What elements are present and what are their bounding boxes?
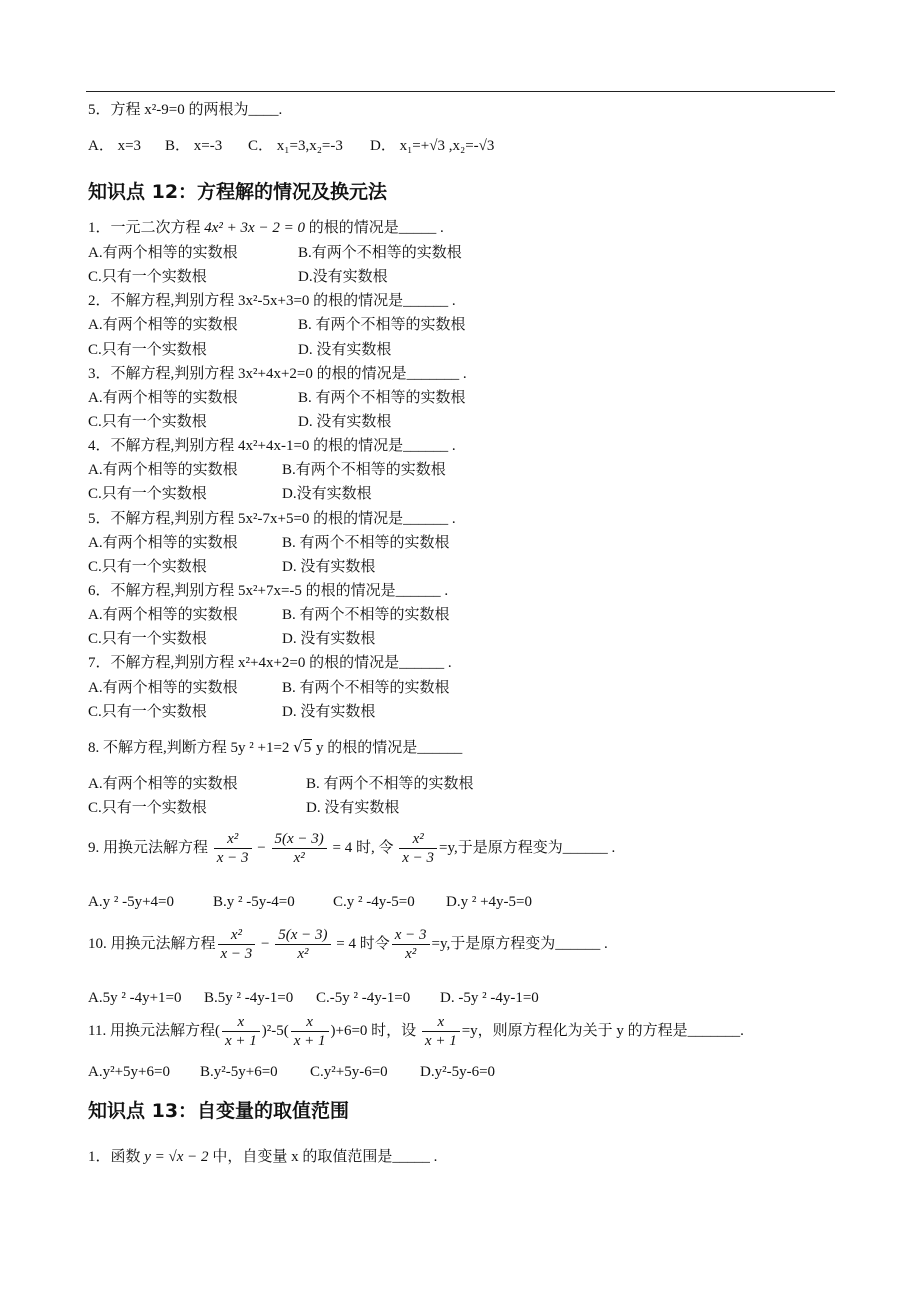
s12-q4-option-d: D.没有实数根 [282,486,372,502]
s12-q2-option-b: B. 有两个不相等的实数根 [298,317,466,333]
s12-q10-option-c: C.-5y ² -4y-1=0 [316,990,411,1006]
s12-q9-eq: = 4 时, 令 [332,839,394,856]
s12-q9-f1-num: x² [214,830,252,849]
s12-q6-option-d: D. 没有实数根 [282,631,376,647]
s12-q10-post: =y,于是原方程变为______ . [431,935,608,952]
s12-q10-pre: 10. 用换元法解方程 [88,935,216,952]
s12-q10-stem [88,926,608,963]
s12-q7-option-c: C.只有一个实数根 [88,704,207,720]
s12-q11-post: =y，则原方程化为关于 y 的方程是_______. [461,1022,744,1039]
s12-q10-fraction-2 [275,926,330,963]
header-rule [86,91,835,92]
s12-q1-stem-pre: 1．一元二次方程 [88,220,201,236]
s12-q3-option-a: A.有两个相等的实数根 [88,390,238,406]
s12-q1-option-c: C.只有一个实数根 [88,269,207,285]
s13-q1-formula: y = √x − 2 [144,1149,209,1165]
s12-q9-f1-den: x − 3 [216,850,249,866]
s12-q8-option-a: A.有两个相等的实数根 [88,776,238,792]
s12-q10-f1-num: x² [218,926,256,945]
s12-q7-option-b: B. 有两个不相等的实数根 [282,680,450,696]
s12-q9-minus: − [257,839,266,856]
sqrt-symbol-icon: √ [293,738,303,756]
section-12-title: 知识点 12：方程解的情况及换元法 [88,181,388,203]
s12-q10-minus: − [261,935,270,952]
s12-q4-option-c: C.只有一个实数根 [88,486,207,502]
s12-q8-stem [88,736,462,757]
s12-q3-option-b: B. 有两个不相等的实数根 [298,390,466,406]
q5-top-option-b: B． x=-3 [165,138,223,154]
q5-top-stem: 5．方程 x²-9=0 的两根为____. [88,102,283,118]
s12-q10-option-b: B.5y ² -4y-1=0 [204,990,294,1006]
s12-q6-stem: 6．不解方程,判别方程 5x²+7x=-5 的根的情况是______ . [88,583,449,599]
s12-q11-fraction-2 [291,1013,329,1050]
s12-q10-f3-num: x − 3 [392,926,430,945]
q5-top-option-c: C． x₁=3,x₂=-3 [248,138,343,154]
s12-q10-f2-num: 5(x − 3) [275,926,330,945]
s12-q10-fraction-1 [218,926,256,963]
s12-q8-sqrt-radicand: 5 [303,740,312,756]
s12-q4-stem: 4．不解方程,判别方程 4x²+4x-1=0 的根的情况是______ . [88,438,456,454]
s12-q5-option-d: D. 没有实数根 [282,559,376,575]
q5-top-option-d: D． x₁=+√3 ,x₂=-√3 [370,138,495,154]
s12-q9-pre: 9. 用换元法解方程 [88,839,209,856]
s12-q5-option-c: C.只有一个实数根 [88,559,207,575]
s12-q11-f3-num: x [422,1013,460,1032]
s12-q11-option-a: A.y²+5y+6=0 [88,1064,170,1080]
s12-q11-fraction-3 [422,1013,460,1050]
s12-q2-option-d: D. 没有实数根 [298,342,392,358]
s12-q3-option-d: D. 没有实数根 [298,414,392,430]
s12-q5-stem: 5．不解方程,判别方程 5x²-7x+5=0 的根的情况是______ . [88,511,456,527]
s12-q10-f1-den: x − 3 [220,946,253,962]
s12-q11-f2-num: x [291,1013,329,1032]
s12-q9-post: =y,于是原方程变为______ . [439,839,616,856]
s12-q11-mid1: )²-5( [261,1022,289,1039]
s12-q5-option-a: A.有两个相等的实数根 [88,535,238,551]
s12-q9-option-a: A.y ² -5y+4=0 [88,894,174,910]
s12-q7-option-a: A.有两个相等的实数根 [88,680,238,696]
s12-q11-f2-den: x + 1 [293,1033,326,1049]
s12-q7-stem: 7．不解方程,判别方程 x²+4x+2=0 的根的情况是______ . [88,655,452,671]
s12-q9-f2-num: 5(x − 3) [272,830,327,849]
s12-q8-option-d: D. 没有实数根 [306,800,400,816]
s12-q10-option-d: D. -5y ² -4y-1=0 [440,990,539,1006]
s12-q5-option-b: B. 有两个不相等的实数根 [282,535,450,551]
s12-q6-option-a: A.有两个相等的实数根 [88,607,238,623]
s12-q10-f2-den: x² [297,946,309,962]
s12-q11-f3-den: x + 1 [424,1033,457,1049]
q5-top-option-a: A． x=3 [88,138,142,154]
s13-q1-pre: 1．函数 [88,1149,141,1165]
s12-q10-fraction-3 [392,926,430,963]
s12-q2-stem: 2．不解方程,判别方程 3x²-5x+3=0 的根的情况是______ . [88,293,456,309]
s12-q9-fraction-3 [399,830,437,867]
s12-q9-f3-num: x² [399,830,437,849]
s12-q11-f1-den: x + 1 [224,1033,257,1049]
s12-q1-option-a: A.有两个相等的实数根 [88,245,238,261]
s12-q7-option-d: D. 没有实数根 [282,704,376,720]
s12-q9-option-d: D.y ² +4y-5=0 [446,894,532,910]
s12-q10-eq: = 4 时令 [336,935,390,952]
s12-q9-f3-den: x − 3 [402,850,435,866]
s12-q11-option-b: B.y²-5y+6=0 [200,1064,278,1080]
s12-q11-fraction-1 [222,1013,260,1050]
s12-q3-option-c: C.只有一个实数根 [88,414,207,430]
s12-q11-mid2: )+6=0 时，设 [330,1022,417,1039]
s12-q6-option-c: C.只有一个实数根 [88,631,207,647]
s12-q1-stem-post: 的根的情况是_____ . [308,220,444,236]
s12-q1-formula: 4x² + 3x − 2 = 0 [204,220,305,236]
s12-q6-option-b: B. 有两个不相等的实数根 [282,607,450,623]
s12-q11-option-d: D.y²-5y-6=0 [420,1064,496,1080]
s12-q9-option-c: C.y ² -4y-5=0 [333,894,415,910]
s12-q9-stem [88,830,615,867]
s12-q8-option-c: C.只有一个实数根 [88,800,207,816]
s12-q1-option-b: B.有两个不相等的实数根 [298,245,462,261]
s12-q9-f2-den: x² [293,850,305,866]
s12-q11-pre: 11. 用换元法解方程( [88,1022,220,1039]
s12-q2-option-c: C.只有一个实数根 [88,342,207,358]
s12-q11-f1-num: x [222,1013,260,1032]
s12-q3-stem: 3．不解方程,判别方程 3x²+4x+2=0 的根的情况是_______ . [88,366,467,382]
s13-q1-post: 中，自变量 x 的取值范围是_____ . [212,1149,438,1165]
s12-q1-stem [88,216,444,237]
s12-q10-option-a: A.5y ² -4y+1=0 [88,990,182,1006]
s12-q8-stem-pre: 8. 不解方程,判断方程 5y ² +1=2 [88,740,290,756]
s12-q1-option-d: D.没有实数根 [298,269,388,285]
s12-q8-option-b: B. 有两个不相等的实数根 [306,776,474,792]
s12-q8-stem-post: y 的根的情况是______ [315,740,463,756]
s12-q9-fraction-1 [214,830,252,867]
s12-q9-fraction-2 [272,830,327,867]
s12-q10-f3-den: x² [405,946,417,962]
s12-q2-option-a: A.有两个相等的实数根 [88,317,238,333]
s13-q1-stem [88,1145,437,1166]
s12-q4-option-b: B.有两个不相等的实数根 [282,462,446,478]
s12-q4-option-a: A.有两个相等的实数根 [88,462,238,478]
section-13-title: 知识点 13：自变量的取值范围 [88,1100,350,1122]
s12-q11-option-c: C.y²+5y-6=0 [310,1064,388,1080]
s12-q11-stem [88,1013,744,1050]
s12-q9-option-b: B.y ² -5y-4=0 [213,894,295,910]
